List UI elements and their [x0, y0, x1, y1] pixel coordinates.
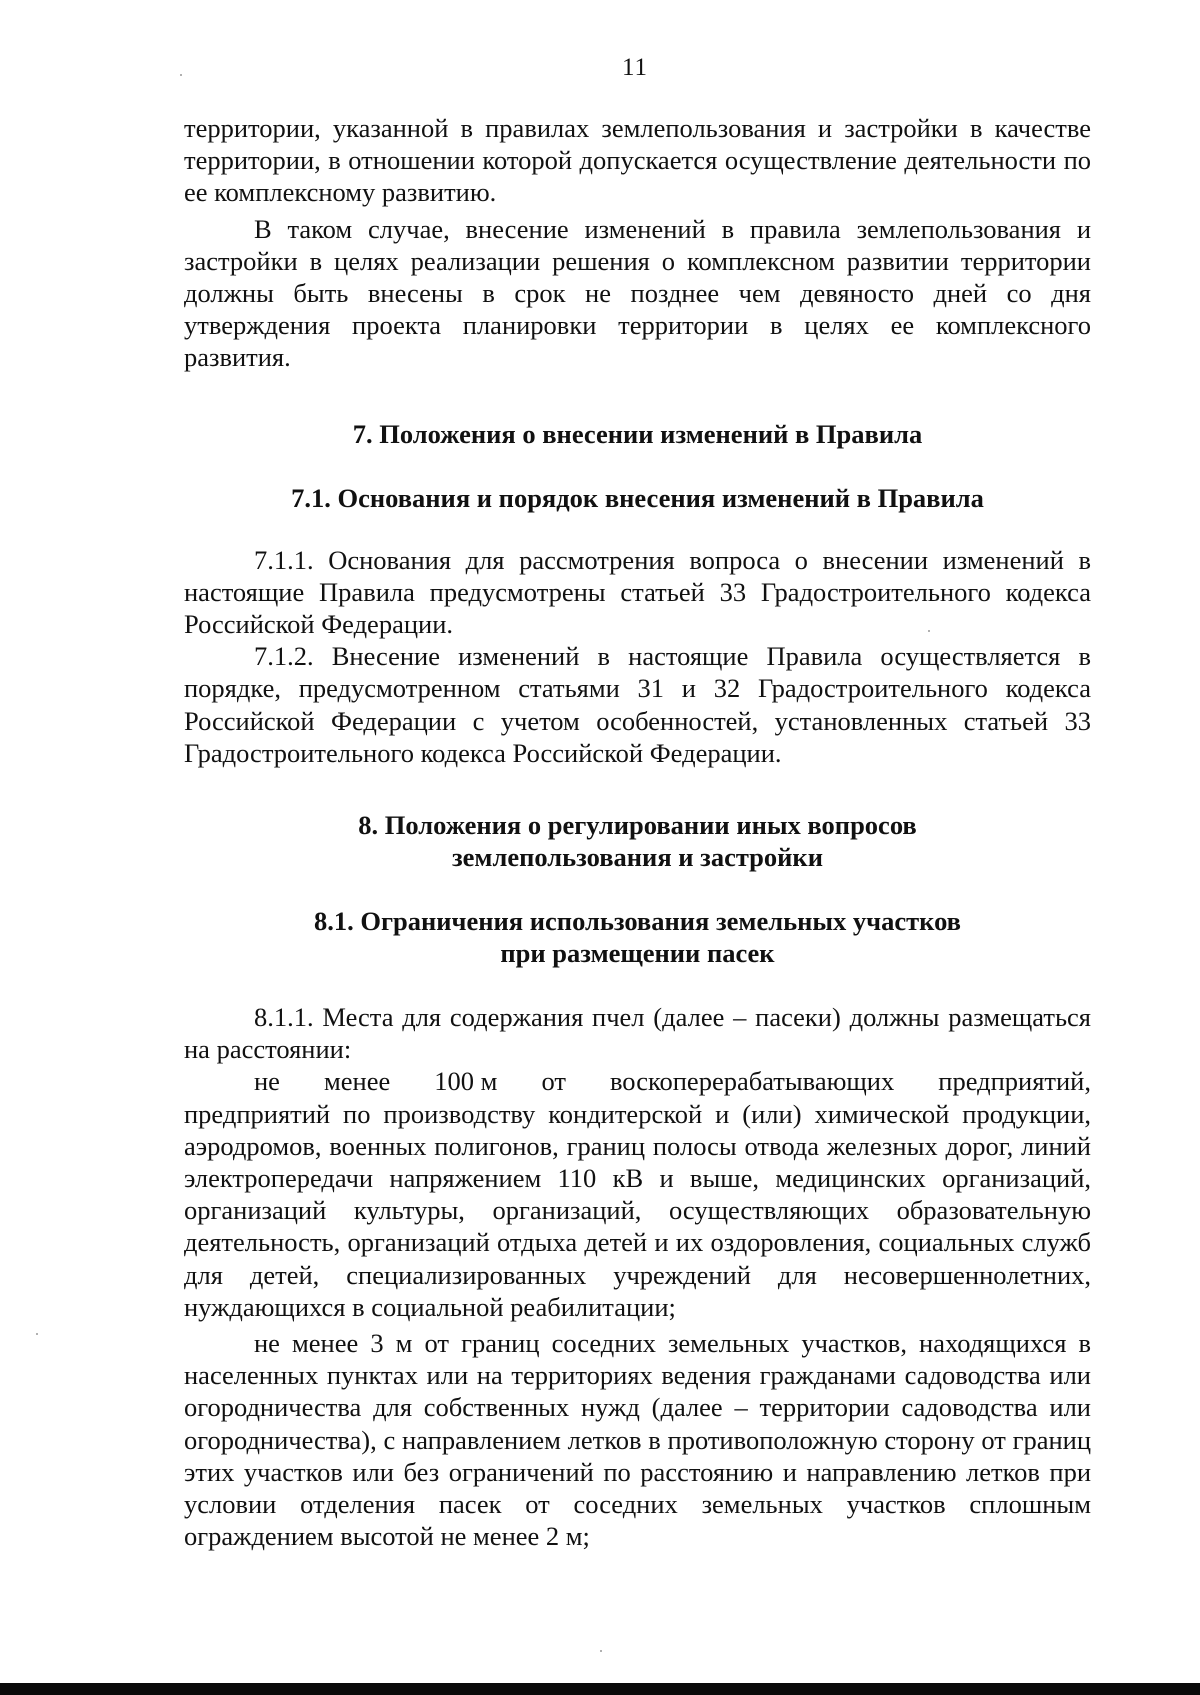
page-number: 11 — [621, 54, 649, 81]
section-8-1-heading — [184, 905, 1091, 969]
word: предприятий, — [938, 1066, 1091, 1097]
paragraph-8-1-1: 8.1.1. Места для содержания пчел (далее – пасеки) должны размещаться на расстоянии: — [184, 1002, 1091, 1065]
paragraph-distance-100m: предприятий по производству кондитерской и (или) химической продукции, аэродромов, военных полигонов, границ полосы отвода железных дорог, линий электропередачи напряжением 110 кВ и выше, медицинских организаций, организаций культуры, организаций, осуществляющих образовательную деятельность, организаций отдыха детей и их оздоровления, социальных служб для детей, специализированных учреждений для несовершеннолетних, нуждающихся в социальной реабилитации; — [184, 1098, 1091, 1322]
scan-speck — [36, 1333, 38, 1335]
section-7-1-heading: 7.1. Основания и порядок внесения изменений в Правила — [291, 482, 984, 513]
paragraph-7-1-2: 7.1.2. Внесение изменений в настоящие Правила осуществляется в порядке, предусмотренном статьями 31 и 32 Градостроительного кодекса Российской Федерации с учетом особенностей, установленных статьей 33 Градостроительного кодекса Российской Федерации. — [184, 641, 1091, 768]
paragraph-continuation: территории, указанной в правилах землепользования и застройки в качестве территории, в отношении которой допускается осуществление деятельности по ее комплексному развитию. — [184, 113, 1091, 208]
scan-speck — [928, 630, 930, 632]
section-7-heading: 7. Положения о внесении изменений в Правила — [352, 418, 923, 449]
word: не — [254, 1066, 280, 1097]
scan-speck — [180, 74, 182, 76]
scan-speck — [600, 1650, 602, 1652]
paragraph-amendment-deadline: В таком случае, внесение изменений в правила землепользования и застройки в целях реализации решения о комплексном развитии территории должны быть внесены в срок не позднее чем девяносто дней со дня утверждения проекта планировки территории в целях ее комплексного развития. — [184, 213, 1091, 373]
section-8-heading-line2: землепользования и застройки — [452, 842, 823, 873]
word: воскоперерабатывающих — [609, 1066, 895, 1097]
paragraph-7-1-1: 7.1.1. Основания для рассмотрения вопроса о внесении изменений в настоящие Правила предусмотрены статьей 33 Градостроительного кодекса Российской Федерации. — [184, 544, 1091, 640]
word: 100 м — [434, 1066, 498, 1097]
section-8-1-heading-line2: при размещении пасек — [500, 938, 775, 969]
word: от — [541, 1066, 566, 1097]
section-8-heading — [184, 809, 1091, 873]
section-8-1-heading-line1: 8.1. Ограничения использования земельных участков — [314, 906, 961, 937]
paragraph-distance-3m: не менее 3 м от границ соседних земельных участков, находящихся в населенных пунктах или на территориях ведения гражданами садоводства или огородничества для собственных нужд (далее – территории садоводства или огородничества), с направлением летков в противоположную сторону от границ этих участков или без ограничений по расстоянию и направлению летков при условии отделения пасек от соседних земельных участков сплошным ограждением высотой не менее 2 м; — [184, 1328, 1091, 1552]
distance-100m-first-line — [184, 1065, 1091, 1097]
section-8-heading-line1: 8. Положения о регулировании иных вопросов — [358, 810, 917, 841]
scan-bottom-border — [0, 1683, 1200, 1695]
document-body — [184, 112, 1091, 1553]
word: менее — [323, 1066, 391, 1097]
